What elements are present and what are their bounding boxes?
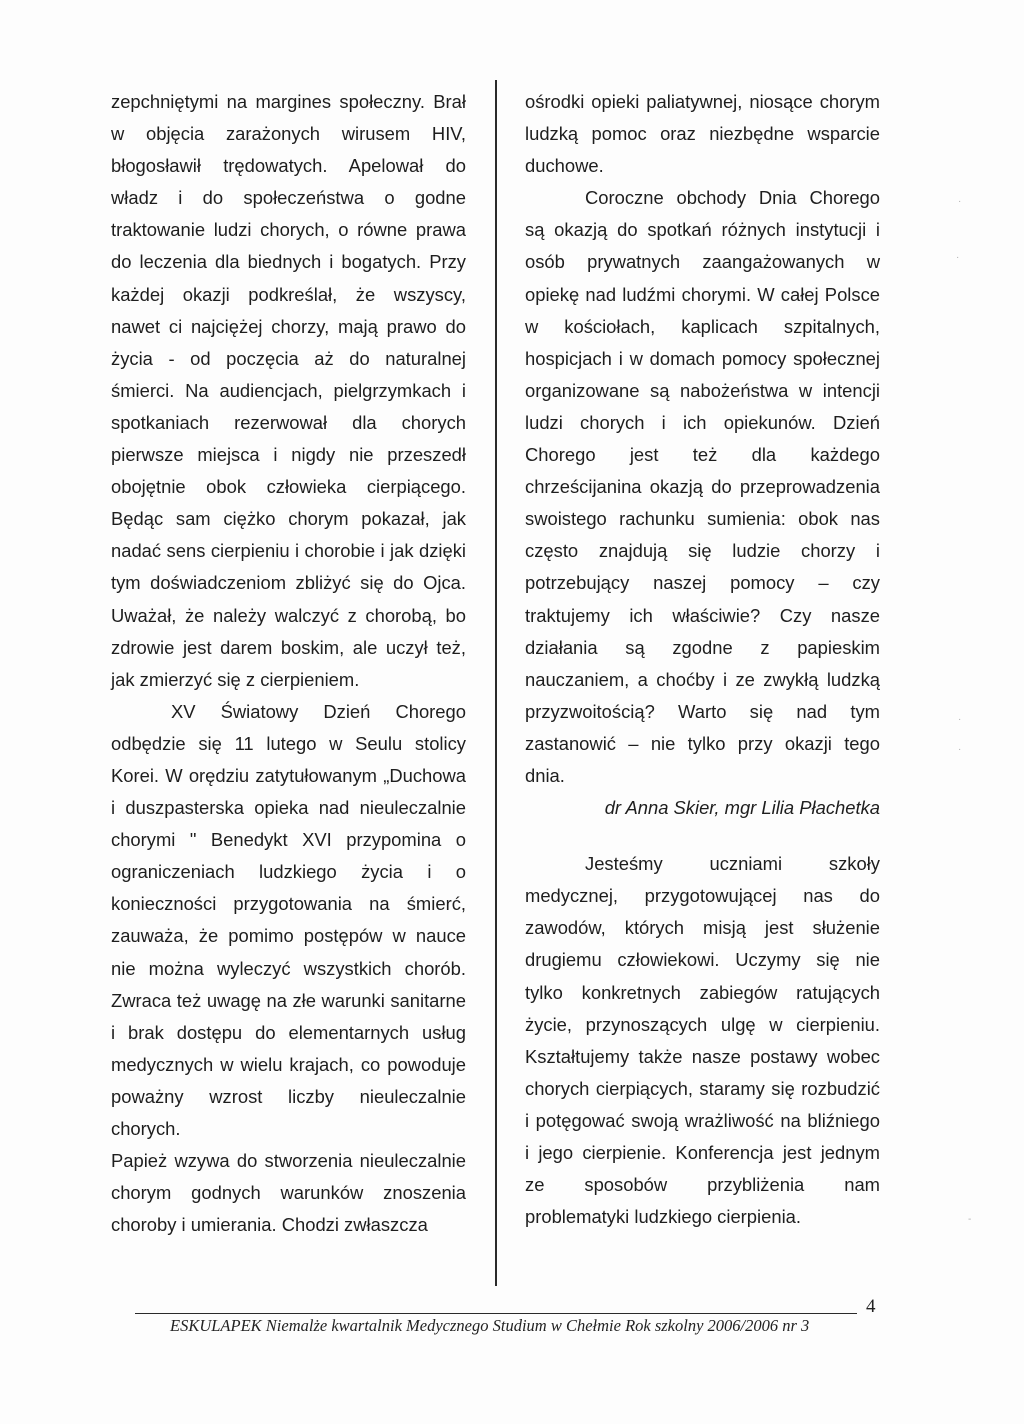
scan-speck: -	[968, 1214, 972, 1225]
footer-rule	[135, 1313, 857, 1314]
page-number: 4	[866, 1296, 876, 1317]
right-paragraph-2: Coroczne obchody Dnia Chorego są okazją do spotkań różnych instytucji i osób prywatnych zaangażowanych w opiekę nad ludźmi chorymi. W całej Polsce w kościołach, kaplicach szpitalnych, hospicjach i w domach pomocy społecznej organizowane są nabożeństwa w intencji ludzi chorych i ich opiekunów. Dzień Chorego jest też dla każdego chrześcijanina okazją do przeprowadzenia swoistego rachunku sumienia: obok nas często znajdują się ludzie chorzy i potrzebujący naszej pomocy – czy traktujemy ich właściwie? Czy nasze działania są zgodne z papieskim nauczaniem, a choćby i ze zwykłą ludzką przyzwoitością? Warto się nad tym zastanowić – nie tylko przy okazji tego dnia.	[525, 187, 880, 786]
right-paragraph-3: Jesteśmy uczniami szkoły medycznej, przygotowującej nas do zawodów, których misją jest służenie drugiemu człowiekowi. Uczymy się nie tylko konkretnych zabiegów ratujących życie, przynoszących ulgę w cierpieniu. Kształtujemy także nasze postawy wobec chorych cierpiących, staramy się rozbudzić i potęgować swoją wrażliwość na bliźniego i jego cierpienie. Konferencja jest jednym ze sposobów przybliżenia nam problematyki ludzkiego cierpienia.	[525, 853, 880, 1228]
scan-speck: ·	[958, 744, 962, 755]
scan-speck: ·	[958, 714, 962, 725]
scan-speck: ·	[958, 196, 962, 207]
left-paragraph-1: zepchniętymi na margines społeczny. Brał w objęcia zarażonych wirusem HIV, błogosławił trędowatych. Apelował do władz i do społeczeństwa o godne traktowanie ludzi chorych, o równe prawa do leczenia dla biednych i bogatych. Przy każdej okazji podkreślał, że wszyscy, nawet ci najciężej chorzy, mają prawo do życia - od poczęcia aż do naturalnej śmierci. Na audiencjach, pielgrzymkach i spotkaniach rezerwował dla chorych pierwsze miejsca i nigdy nie przeszedł obojętnie obok człowieka cierpiącego. Będąc sam ciężko chorym pokazał, jak nadać sens cierpieniu i chorobie i jak dzięki tym doświadczeniom zbliżyć się do Ojca. Uważał, że należy walczyć z chorobą, bo zdrowie jest darem boskim, ale uczył też, jak zmierzyć się z cierpieniem.	[111, 91, 466, 690]
author-signature: dr Anna Skier, mgr Lilia Płachetka	[604, 797, 880, 819]
column-divider	[495, 80, 497, 1286]
scan-speck: ·	[956, 252, 960, 263]
left-paragraph-2: XV Światowy Dzień Chorego odbędzie się 11 lutego w Seulu stolicy Korei. W orędziu zatytułowanym „Duchowa i duszpasterska opieka nad nieuleczalnie chorymi " Benedykt XVI przypomina o ograniczeniach ludzkiego życia i o konieczności przygotowania na śmierć, zauważa, że pomimo postępów w nauce nie można wyleczyć wszystkich chorób. Zwraca też uwagę na złe warunki sanitarne i brak dostępu do elementarnych usług medycznych w wielu krajach, co powoduje poważny wzrost liczby nieuleczalnie chorych.	[111, 700, 466, 1139]
right-paragraph-1: ośrodki opieki paliatywnej, niosące chorym ludzką pomoc oraz niezbędne wsparcie duchowe.	[525, 91, 880, 177]
right-column	[525, 86, 880, 1233]
paragraph-gap	[525, 824, 880, 848]
footer-caption: ESKULAPEK Niemalże kwartalnik Medycznego Studium w Chełmie Rok szkolny 2006/2006 nr 3	[170, 1316, 810, 1335]
left-paragraph-3: Papież wzywa do stworzenia nieuleczalnie chorym godnych warunków znoszenia choroby i umierania. Chodzi zwłaszcza	[111, 1150, 466, 1236]
left-column	[111, 86, 466, 1241]
